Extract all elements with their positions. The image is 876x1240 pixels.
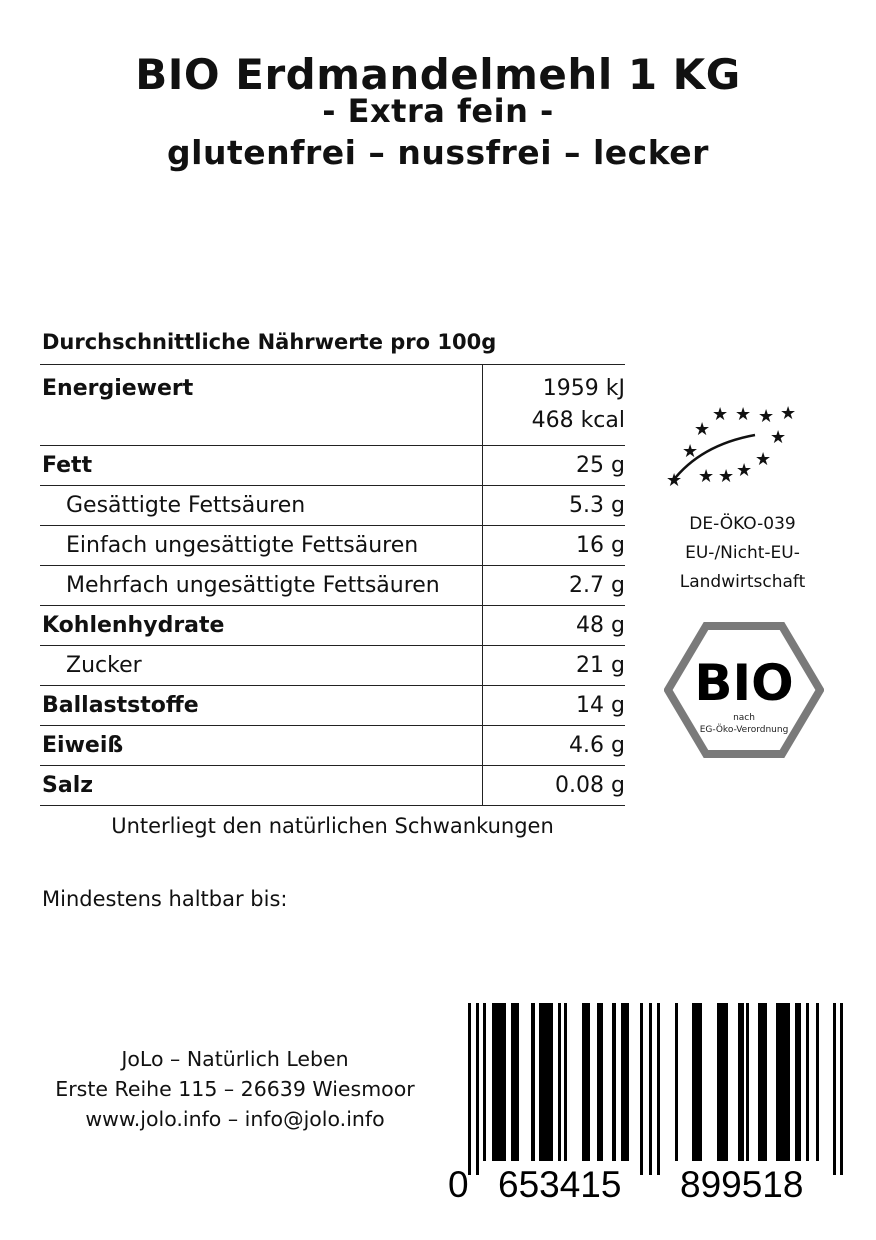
best-before-label: Mindestens haltbar bis: <box>42 887 288 911</box>
table-row <box>40 726 625 766</box>
row-label: Ballaststoffe <box>40 686 483 726</box>
barcode-bar <box>795 1003 801 1161</box>
variation-note: Unterliegt den natürlichen Schwankungen <box>111 814 554 838</box>
barcode-bar <box>816 1003 819 1161</box>
barcode-bar <box>833 1003 836 1175</box>
table-row <box>40 686 625 726</box>
svg-text:nach: nach <box>733 713 755 723</box>
barcode-bar <box>738 1003 744 1161</box>
barcode-bar <box>640 1003 643 1175</box>
row-value: 21 g <box>483 646 626 686</box>
barcode-bar <box>675 1003 678 1161</box>
barcode-bar <box>806 1003 809 1161</box>
svg-text:★: ★ <box>712 404 729 425</box>
row-value: 4.6 g <box>483 726 626 766</box>
table-row <box>40 526 625 566</box>
row-label: Kohlenhydrate <box>40 606 483 646</box>
svg-text:★: ★ <box>694 419 711 440</box>
row-value <box>483 365 626 446</box>
row-value: 2.7 g <box>483 566 626 606</box>
barcode-bar <box>621 1003 629 1161</box>
energy-kj: 1959 kJ <box>542 376 625 401</box>
barcode-digit-first: 0 <box>448 1164 469 1205</box>
table-row <box>40 446 625 486</box>
row-value: 25 g <box>483 446 626 486</box>
svg-text:★: ★ <box>682 441 699 462</box>
barcode-bar <box>483 1003 486 1161</box>
product-title: BIO Erdmandelmehl 1 KG <box>135 50 741 99</box>
company-name: JoLo – Natürlich Leben <box>121 1047 349 1071</box>
table-row <box>40 486 625 526</box>
row-value: 0.08 g <box>483 766 626 806</box>
row-label: Mehrfach ungesättigte Fettsäuren <box>40 566 483 606</box>
company-street: Erste Reihe 115 – 26639 Wiesmoor <box>55 1077 415 1101</box>
svg-text:★: ★ <box>770 427 787 448</box>
barcode-bar <box>511 1003 519 1161</box>
svg-text:★: ★ <box>735 404 752 425</box>
svg-text:★: ★ <box>718 466 735 487</box>
row-label: Zucker <box>40 646 483 686</box>
table-row <box>40 606 625 646</box>
table-row <box>40 646 625 686</box>
svg-text:★: ★ <box>755 449 772 470</box>
barcode-bar <box>564 1003 567 1161</box>
row-value: 5.3 g <box>483 486 626 526</box>
origin-line: EU-/Nicht-EU- <box>685 543 800 563</box>
product-claims: glutenfrei – nussfrei – lecker <box>167 133 709 172</box>
row-label: Eiweiß <box>40 726 483 766</box>
row-value: 48 g <box>483 606 626 646</box>
energy-kcal: 468 kcal <box>531 408 625 433</box>
barcode-digits-left: 653415 <box>498 1164 622 1205</box>
barcode-bar <box>597 1003 603 1161</box>
row-label: Fett <box>40 446 483 486</box>
barcode-bar <box>717 1003 728 1161</box>
row-label: Energiewert <box>40 365 483 446</box>
svg-text:BIO: BIO <box>694 654 794 712</box>
barcode <box>440 995 850 1205</box>
row-value: 16 g <box>483 526 626 566</box>
row-value: 14 g <box>483 686 626 726</box>
nutrition-table <box>40 364 625 806</box>
barcode-bar <box>531 1003 535 1161</box>
bio-seal-icon <box>664 622 824 758</box>
control-code: DE-ÖKO-039 <box>689 514 796 534</box>
svg-text:★: ★ <box>698 466 715 487</box>
nutrition-heading: Durchschnittliche Nährwerte pro 100g <box>42 330 497 354</box>
svg-text:★: ★ <box>780 403 797 424</box>
company-address <box>30 1044 440 1134</box>
barcode-digits-right: 899518 <box>680 1164 804 1205</box>
svg-text:★: ★ <box>736 460 753 481</box>
svg-text:★: ★ <box>758 406 775 427</box>
barcode-bar <box>692 1003 702 1161</box>
barcode-bar <box>476 1003 479 1175</box>
barcode-bar <box>746 1003 749 1161</box>
table-row-energy <box>40 365 625 446</box>
row-label: Salz <box>40 766 483 806</box>
origin-line: Landwirtschaft <box>679 572 806 592</box>
barcode-bar <box>582 1003 590 1161</box>
barcode-bar <box>758 1003 767 1161</box>
svg-text:EG-Öko-Verordnung: EG-Öko-Verordnung <box>699 725 789 735</box>
barcode-bar <box>612 1003 616 1161</box>
company-contact: www.jolo.info – info@jolo.info <box>85 1107 385 1131</box>
eu-organic-logo-icon <box>660 400 810 490</box>
barcode-bar <box>840 1003 843 1175</box>
barcode-bar <box>649 1003 652 1175</box>
barcode-bar <box>558 1003 561 1161</box>
organic-certification <box>655 510 830 597</box>
barcode-bar <box>776 1003 790 1161</box>
barcode-bar <box>468 1003 471 1175</box>
svg-text:★: ★ <box>666 470 683 490</box>
product-subtitle: - Extra fein - <box>322 92 554 130</box>
barcode-bar <box>657 1003 660 1175</box>
barcode-bar <box>539 1003 553 1161</box>
row-label: Gesättigte Fettsäuren <box>40 486 483 526</box>
table-row <box>40 766 625 806</box>
row-label: Einfach ungesättigte Fettsäuren <box>40 526 483 566</box>
table-row <box>40 566 625 606</box>
barcode-bar <box>492 1003 506 1161</box>
